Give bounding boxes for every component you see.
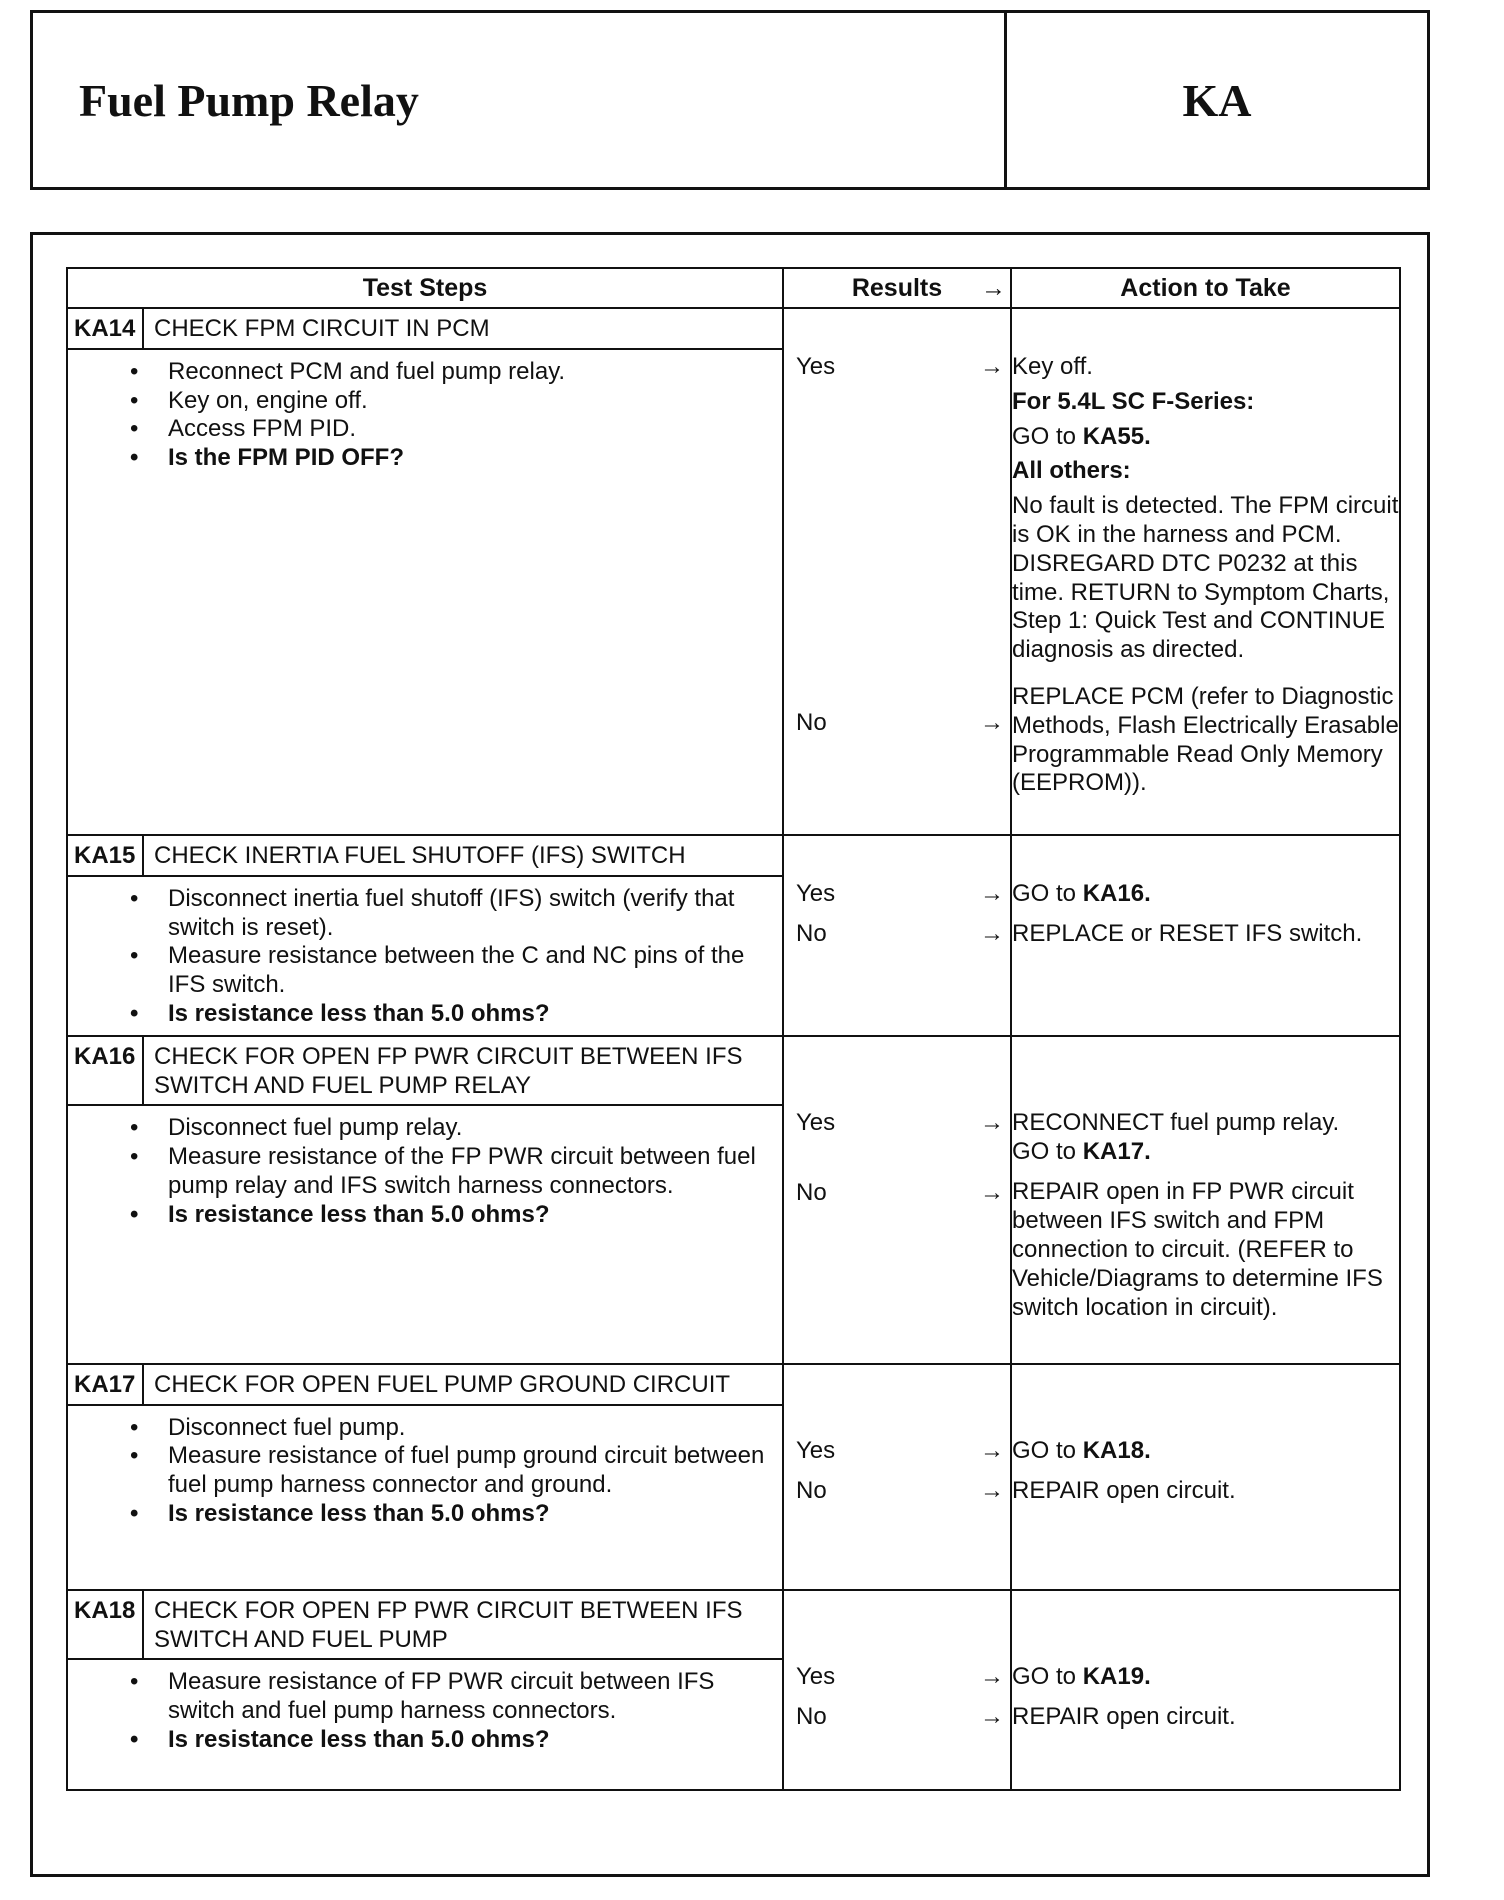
- goto-prefix: GO to: [1012, 1662, 1077, 1690]
- result-no: [796, 1477, 1006, 1506]
- step-heading: [68, 1591, 782, 1661]
- result-label: Yes: [796, 1108, 836, 1136]
- list-item: • Measure resistance between the C and NC pins of the IFS switch.: [168, 942, 772, 1000]
- diagnostic-panel: [30, 232, 1430, 1877]
- test-step-cell: [67, 1364, 783, 1590]
- action-text: REPLACE or RESET IFS switch.: [1012, 919, 1363, 947]
- list-item: • Disconnect fuel pump relay.: [168, 1114, 772, 1143]
- action-goto: [1012, 1138, 1399, 1167]
- table-row: [67, 835, 1400, 1036]
- action-text: REPAIR open circuit.: [1012, 1476, 1236, 1504]
- step-id: KA17: [68, 1365, 144, 1404]
- arrow-icon: →: [980, 1108, 1004, 1136]
- arrow-icon: →: [980, 353, 1004, 380]
- list-item: • Key on, engine off.: [168, 387, 772, 416]
- goto-prefix: GO to: [1012, 1137, 1077, 1165]
- results-cell: [783, 308, 1011, 835]
- action-cell: [1011, 308, 1400, 835]
- test-step-cell: [67, 1590, 783, 1790]
- result-no: [796, 920, 1006, 949]
- step-question: • Is resistance less than 5.0 ohms?: [168, 1201, 772, 1230]
- step-id: KA16: [68, 1037, 144, 1105]
- table-header-row: [67, 268, 1400, 308]
- arrow-icon: →: [981, 274, 1006, 302]
- step-title: CHECK FOR OPEN FUEL PUMP GROUND CIRCUIT: [154, 1370, 731, 1398]
- col-header-test-steps: Test Steps: [67, 268, 783, 308]
- test-step-cell: [67, 308, 783, 835]
- step-heading: [68, 1365, 782, 1406]
- result-no: [796, 1179, 1006, 1208]
- arrow-icon: →: [980, 1662, 1004, 1690]
- results-cell: [783, 1036, 1011, 1364]
- table-row: [67, 1590, 1400, 1790]
- result-label: Yes: [796, 880, 836, 907]
- action-text: REPLACE PCM (refer to Diagnostic Methods, Flash Electrically Erasable Programmable Read Only Memory (EEPROM)).: [1012, 682, 1399, 797]
- step-bullets: [68, 1406, 782, 1535]
- arrow-icon: →: [980, 1178, 1004, 1206]
- step-title: CHECK FOR OPEN FP PWR CIRCUIT BETWEEN IFS SWITCH AND FUEL PUMP: [154, 1596, 743, 1653]
- step-question: • Is resistance less than 5.0 ohms?: [168, 1500, 772, 1529]
- step-question: • Is resistance less than 5.0 ohms?: [168, 1000, 772, 1029]
- page-title: Fuel Pump Relay: [79, 74, 419, 126]
- step-heading: [68, 836, 782, 877]
- list-item: • Access FPM PID.: [168, 415, 772, 444]
- results-cell: [783, 835, 1011, 1036]
- action-heading: All others:: [1012, 457, 1131, 485]
- action-goto: [1012, 423, 1399, 452]
- goto-target: KA55.: [1082, 422, 1151, 450]
- arrow-icon: →: [980, 1476, 1004, 1504]
- test-step-cell: [67, 835, 783, 1036]
- goto-prefix: GO to: [1012, 422, 1077, 450]
- step-id: KA18: [68, 1591, 144, 1659]
- step-id: KA15: [68, 836, 144, 875]
- table-row: [67, 308, 1400, 835]
- step-title: CHECK FPM CIRCUIT IN PCM: [154, 315, 490, 342]
- goto-prefix: GO to: [1012, 880, 1077, 907]
- list-item: • Measure resistance of FP PWR circuit between IFS switch and fuel pump harness connectors.: [168, 1668, 772, 1726]
- step-question: • Is the FPM PID OFF?: [168, 444, 772, 473]
- arrow-icon: →: [980, 920, 1004, 947]
- results-cell: [783, 1364, 1011, 1590]
- test-steps-table: [66, 267, 1401, 1791]
- col-header-action: Action to Take: [1011, 268, 1400, 308]
- step-heading: [68, 1037, 782, 1107]
- test-step-cell: [67, 1036, 783, 1364]
- step-id: KA14: [68, 309, 144, 348]
- table-row: [67, 1036, 1400, 1364]
- action-goto: [1012, 880, 1399, 909]
- result-yes: [796, 1109, 1006, 1138]
- list-item: • Disconnect inertia fuel shutoff (IFS) switch (verify that switch is reset).: [168, 885, 772, 943]
- step-bullets: [68, 877, 782, 1035]
- arrow-icon: →: [980, 880, 1004, 907]
- step-title: CHECK FOR OPEN FP PWR CIRCUIT BETWEEN IFS SWITCH AND FUEL PUMP RELAY: [154, 1042, 743, 1099]
- step-bullets: [68, 1106, 782, 1235]
- result-yes: [796, 880, 1006, 909]
- result-label: No: [796, 709, 827, 736]
- step-question: • Is resistance less than 5.0 ohms?: [168, 1726, 772, 1755]
- action-goto: [1012, 1437, 1399, 1466]
- step-bullets: [68, 1660, 782, 1760]
- result-label: No: [796, 1702, 827, 1730]
- action-text: REPAIR open in FP PWR circuit between IFS switch and FPM connection to circuit. (REFER to Vehicle/Diagrams to determine IFS switch location in circuit).: [1012, 1178, 1383, 1321]
- goto-target: KA16.: [1082, 880, 1151, 907]
- result-label: No: [796, 1476, 827, 1504]
- step-title: CHECK INERTIA FUEL SHUTOFF (IFS) SWITCH: [154, 842, 686, 869]
- result-yes: [796, 1437, 1006, 1466]
- arrow-icon: →: [980, 1702, 1004, 1730]
- action-text: Key off.: [1012, 353, 1093, 380]
- action-text: No fault is detected. The FPM circuit is OK in the harness and PCM. DISREGARD DTC P0232 at this time. RETURN to Symptom Charts, Step 1: Quick Test and CONTINUE diagnosis as directed.: [1012, 492, 1399, 664]
- result-label: Yes: [796, 353, 836, 380]
- col-header-results: [783, 268, 1011, 308]
- goto-target: KA17.: [1082, 1137, 1151, 1165]
- result-yes: [796, 1663, 1006, 1692]
- step-heading: [68, 309, 782, 350]
- list-item: • Disconnect fuel pump.: [168, 1414, 772, 1443]
- goto-target: KA18.: [1082, 1436, 1151, 1464]
- action-heading: For 5.4L SC F-Series:: [1012, 387, 1255, 415]
- action-text: RECONNECT fuel pump relay.: [1012, 1108, 1340, 1136]
- page-header: [30, 10, 1430, 190]
- action-cell: [1011, 1364, 1400, 1590]
- goto-prefix: GO to: [1012, 1436, 1077, 1464]
- step-bullets: [68, 350, 782, 479]
- results-cell: [783, 1590, 1011, 1790]
- result-label: Yes: [796, 1662, 836, 1690]
- result-label: No: [796, 1178, 827, 1206]
- result-yes: [796, 353, 1006, 382]
- action-goto: [1012, 1663, 1399, 1692]
- result-label: No: [796, 920, 827, 947]
- action-cell: [1011, 1590, 1400, 1790]
- table-row: [67, 1364, 1400, 1590]
- section-code: KA: [1004, 13, 1427, 187]
- arrow-icon: →: [980, 1436, 1004, 1464]
- list-item: • Measure resistance of the FP PWR circuit between fuel pump relay and IFS switch harness connectors.: [168, 1143, 772, 1201]
- arrow-icon: →: [980, 709, 1004, 736]
- col-header-results-label: Results: [851, 274, 943, 302]
- action-text: REPAIR open circuit.: [1012, 1702, 1236, 1730]
- action-cell: [1011, 835, 1400, 1036]
- goto-target: KA19.: [1082, 1662, 1151, 1690]
- list-item: • Measure resistance of fuel pump ground circuit between fuel pump harness connector and ground.: [168, 1442, 772, 1500]
- result-label: Yes: [796, 1436, 836, 1464]
- result-no: [796, 709, 1006, 738]
- list-item: • Reconnect PCM and fuel pump relay.: [168, 358, 772, 387]
- action-cell: [1011, 1036, 1400, 1364]
- result-no: [796, 1703, 1006, 1732]
